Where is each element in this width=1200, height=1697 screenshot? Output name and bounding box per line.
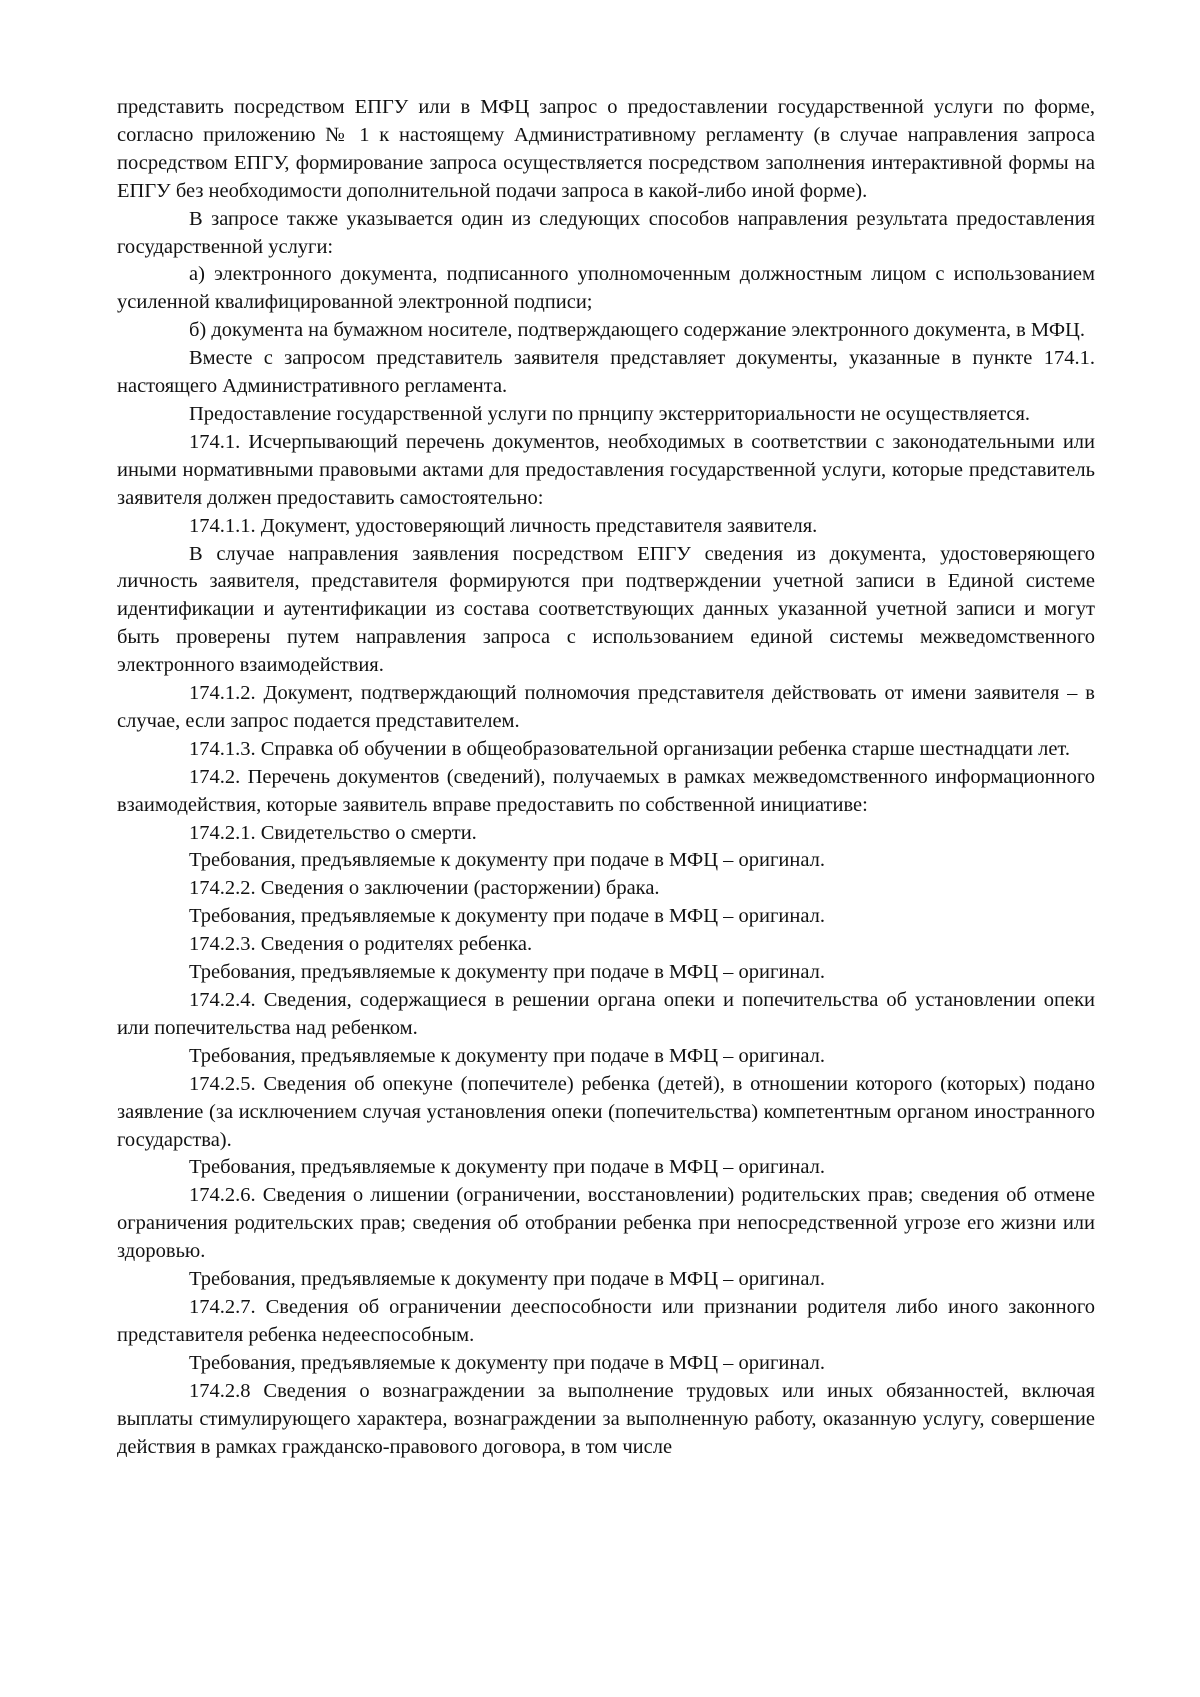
paragraph-174-2-5: 174.2.5. Сведения об опекуне (попечителе) ребенка (детей), в отношении которого (которых) подано заявление (за исключением случая установления опеки (попечительства) компетентным органом иностранного государства). bbox=[117, 1072, 1095, 1151]
paragraph-174-2-4: 174.2.4. Сведения, содержащиеся в решении органа опеки и попечительства об установлении опеки или попечительства над ребенком. bbox=[117, 989, 1095, 1039]
paragraph-requirements: Требования, предъявляемые к документу при подаче в МФЦ – оригинал. bbox=[189, 905, 825, 928]
paragraph-result-methods: В запросе также указывается один из следующих способов направления результата предоставления государственной услуги: bbox=[117, 207, 1095, 258]
paragraph-epgu-identity: В случае направления заявления посредством ЕПГУ сведения из документа, удостоверяющего личность заявителя, представителя формируются при подтверждении учетной записи в Единой системе идентификации и аутентификации из состава соответствующих данных указанной учетной записи и могут быть проверены путем направления запроса с использованием единой системы межведомственного электронного взаимодействия. bbox=[117, 542, 1095, 677]
paragraph-extraterritoriality: Предоставление государственной услуги по прнципу экстерриториальности не осуществляется. bbox=[189, 402, 1031, 425]
paragraph-requirements: Требования, предъявляемые к документу при подаче в МФЦ – оригинал. bbox=[189, 961, 825, 984]
paragraph-documents-with-request: Вместе с запросом представитель заявителя представляет документы, указанные в пункте 174.1. настоящего Административного регламента. bbox=[117, 347, 1095, 398]
paragraph-174-2-1: 174.2.1. Свидетельство о смерти. bbox=[189, 821, 477, 844]
paragraph-174-2-7: 174.2.7. Сведения об ограничении дееспособности или признании родителя либо иного законного представителя ребенка недееспособным. bbox=[117, 1295, 1095, 1346]
paragraph-174-1-3: 174.1.3. Справка об обучении в общеобразовательной организации ребенка старше шестнадцати лет. bbox=[189, 737, 1070, 760]
paragraph-174-1-2: 174.1.2. Документ, подтверждающий полномочия представителя действовать от имени заявителя – в случае, если запрос подается представителем. bbox=[117, 682, 1095, 732]
paragraph-174-1: 174.1. Исчерпывающий перечень документов, необходимых в соответствии с законодательными или иными нормативными правовыми актами для предоставления государственной услуги, которые представитель заявителя должен предоставить самостоятельно: bbox=[117, 430, 1095, 509]
paragraph-requirements: Требования, предъявляемые к документу при подаче в МФЦ – оригинал. bbox=[189, 1351, 825, 1374]
paragraph-requirements: Требования, предъявляемые к документу при подаче в МФЦ – оригинал. bbox=[189, 1268, 825, 1291]
paragraph-174-2: 174.2. Перечень документов (сведений), получаемых в рамках межведомственного информационного взаимодействия, которые заявитель вправе предоставить по собственной инициативе: bbox=[117, 765, 1095, 816]
paragraph-174-2-8: 174.2.8 Сведения о вознаграждении за выполнение трудовых или иных обязанностей, включая выплаты стимулирующего характера, вознаграждении за выполненную работу, оказанную услугу, совершение действия в рамках гражданско-правового договора, в том числе bbox=[117, 1379, 1095, 1458]
paragraph-requirements: Требования, предъявляемые к документу при подаче в МФЦ – оригинал. bbox=[189, 1156, 825, 1179]
paragraph-174-2-6: 174.2.6. Сведения о лишении (ограничении, восстановлении) родительских прав; сведения об отмене ограничения родительских прав; сведения об отобрании ребенка при непосредственной угрозе его жизни или здоровью. bbox=[117, 1184, 1095, 1263]
paragraph-requirements: Требования, предъявляемые к документу при подаче в МФЦ – оригинал. bbox=[189, 1044, 825, 1067]
paragraph-174-2-3: 174.2.3. Сведения о родителях ребенка. bbox=[189, 933, 533, 956]
paragraph-requirements: Требования, предъявляемые к документу при подаче в МФЦ – оригинал. bbox=[189, 849, 825, 872]
paragraph-174-2-2: 174.2.2. Сведения о заключении (расторжении) брака. bbox=[189, 877, 660, 900]
paragraph-method-b: б) документа на бумажном носителе, подтверждающего содержание электронного документа, в МФЦ. bbox=[189, 319, 1085, 342]
document-body bbox=[117, 94, 1095, 1461]
paragraph-request-intro: представить посредством ЕПГУ или в МФЦ запрос о предоставлении государственной услуги по форме, согласно приложению № 1 к настоящему Административному регламенту (в случае направления запроса посредством ЕПГУ, формирование запроса осуществляется посредством заполнения интерактивной формы на ЕПГУ без необходимости дополнительной подачи запроса в какой-либо иной форме). bbox=[117, 96, 1095, 202]
paragraph-method-a: а) электронного документа, подписанного уполномоченным должностным лицом с использованием усиленной квалифицированной электронной подписи; bbox=[117, 263, 1095, 314]
paragraph-174-1-1: 174.1.1. Документ, удостоверяющий личность представителя заявителя. bbox=[189, 514, 818, 537]
